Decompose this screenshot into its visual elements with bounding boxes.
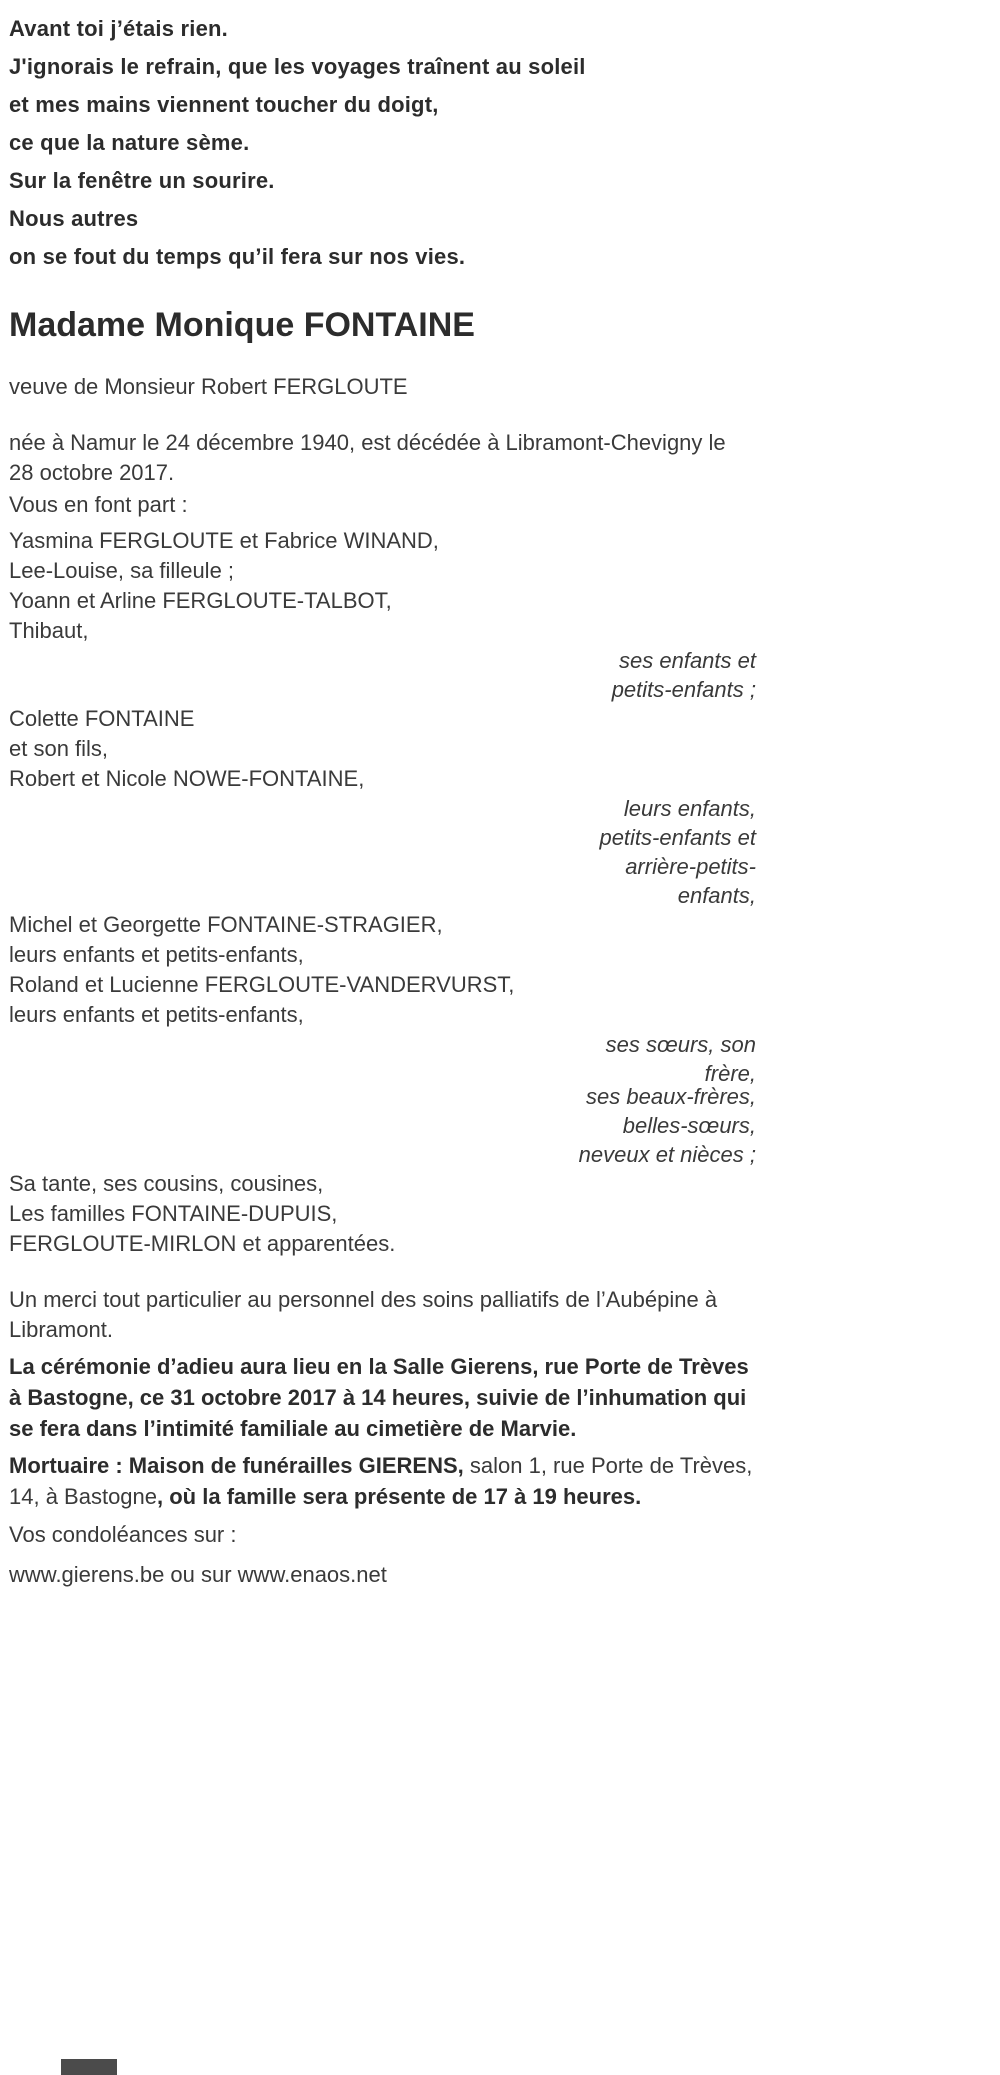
poem-line: on se fout du temps qu’il fera sur nos vies.: [9, 244, 466, 269]
family-member-line: leurs enfants et petits-enfants,: [9, 1002, 304, 1027]
family-group-4: [9, 1169, 756, 1259]
family-member-line: Thibaut,: [9, 618, 89, 643]
family-member-line: Roland et Lucienne FERGLOUTE-VANDERVURST,: [9, 972, 515, 997]
family-member-line: FERGLOUTE-MIRLON et apparentées.: [9, 1231, 396, 1256]
relation-note-line: belles-sœurs,: [622, 1113, 756, 1138]
condolences-intro: Vos condoléances sur :: [9, 1522, 237, 1547]
mortuary-bold-prefix: Mortuaire : Maison de funérailles GIERENS,: [9, 1453, 464, 1478]
relation-note-children: [9, 646, 756, 704]
birth-death-line: née à Namur le 24 décembre 1940, est décédée à Libramont-Chevigny le 28 octobre 2017.: [9, 430, 726, 485]
relation-note-line: ses beaux-frères,: [586, 1084, 756, 1109]
family-member-line: Lee-Louise, sa filleule ;: [9, 558, 235, 583]
mortuary-visiting-hours: , où la famille sera présente de 17 à 19 heures.: [157, 1484, 642, 1509]
ceremony-paragraph: La cérémonie d’adieu aura lieu en la Salle Gierens, rue Porte de Trèves à Bastogne, ce 31 octobre 2017 à 14 heures, suivie de l’inhumation qui se fera dans l’intimité familiale au cimetière de Marvie.: [9, 1354, 749, 1441]
relation-note-line: leurs enfants,: [623, 796, 756, 821]
relation-note-line: petits-enfants ;: [611, 677, 756, 702]
family-member-line: leurs enfants et petits-enfants,: [9, 942, 304, 967]
relation-note-line: ses sœurs, son: [605, 1032, 756, 1057]
family-member-line: Yoann et Arline FERGLOUTE-TALBOT,: [9, 588, 392, 613]
relation-note-siblings: [9, 1030, 756, 1088]
family-member-line: Sa tante, ses cousins, cousines,: [9, 1171, 324, 1196]
family-group-1: [9, 526, 756, 646]
relation-note-line: frère,: [704, 1061, 756, 1086]
widow-line: veuve de Monsieur Robert FERGLOUTE: [9, 374, 408, 399]
family-group-2: [9, 704, 756, 794]
bottom-partial-image: [61, 2059, 117, 2075]
condolence-websites: www.gierens.be ou sur www.enaos.net: [9, 1562, 387, 1587]
family-member-line: Les familles FONTAINE-DUPUIS,: [9, 1201, 338, 1226]
family-member-line: Colette FONTAINE: [9, 706, 195, 731]
relation-note-line: ses enfants et: [619, 648, 756, 673]
family-member-line: Robert et Nicole NOWE-FONTAINE,: [9, 766, 365, 791]
relation-note-inlaws: [9, 1082, 756, 1169]
mortuary-address: salon 1, rue Porte de Trèves, 14, à Bastogne: [9, 1453, 753, 1509]
announcement-intro: Vous en font part :: [9, 492, 188, 517]
relation-note-line: neveux et nièces ;: [578, 1142, 756, 1167]
family-member-line: et son fils,: [9, 736, 109, 761]
deceased-name-title: Madame Monique FONTAINE: [9, 306, 475, 344]
thanks-paragraph: Un merci tout particulier au personnel des soins palliatifs de l’Aubépine à Libramont.: [9, 1287, 718, 1342]
mortuary-paragraph: [9, 1450, 756, 1512]
family-group-3: [9, 910, 756, 1030]
poem-line: ce que la nature sème.: [9, 130, 250, 155]
relation-note-line: petits-enfants et: [599, 825, 756, 850]
relation-note-line: arrière-petits-: [625, 854, 756, 879]
family-member-line: Michel et Georgette FONTAINE-STRAGIER,: [9, 912, 443, 937]
poem-line: Nous autres: [9, 206, 139, 231]
relation-note-grandchildren: [9, 794, 756, 910]
family-member-line: Yasmina FERGLOUTE et Fabrice WINAND,: [9, 528, 439, 553]
poem: [9, 10, 756, 276]
poem-line: Sur la fenêtre un sourire.: [9, 168, 275, 193]
poem-line: et mes mains viennent toucher du doigt,: [9, 92, 439, 117]
relation-note-line: enfants,: [677, 883, 756, 908]
poem-line: Avant toi j’étais rien.: [9, 16, 228, 41]
poem-line: J'ignorais le refrain, que les voyages traînent au soleil: [9, 54, 586, 79]
